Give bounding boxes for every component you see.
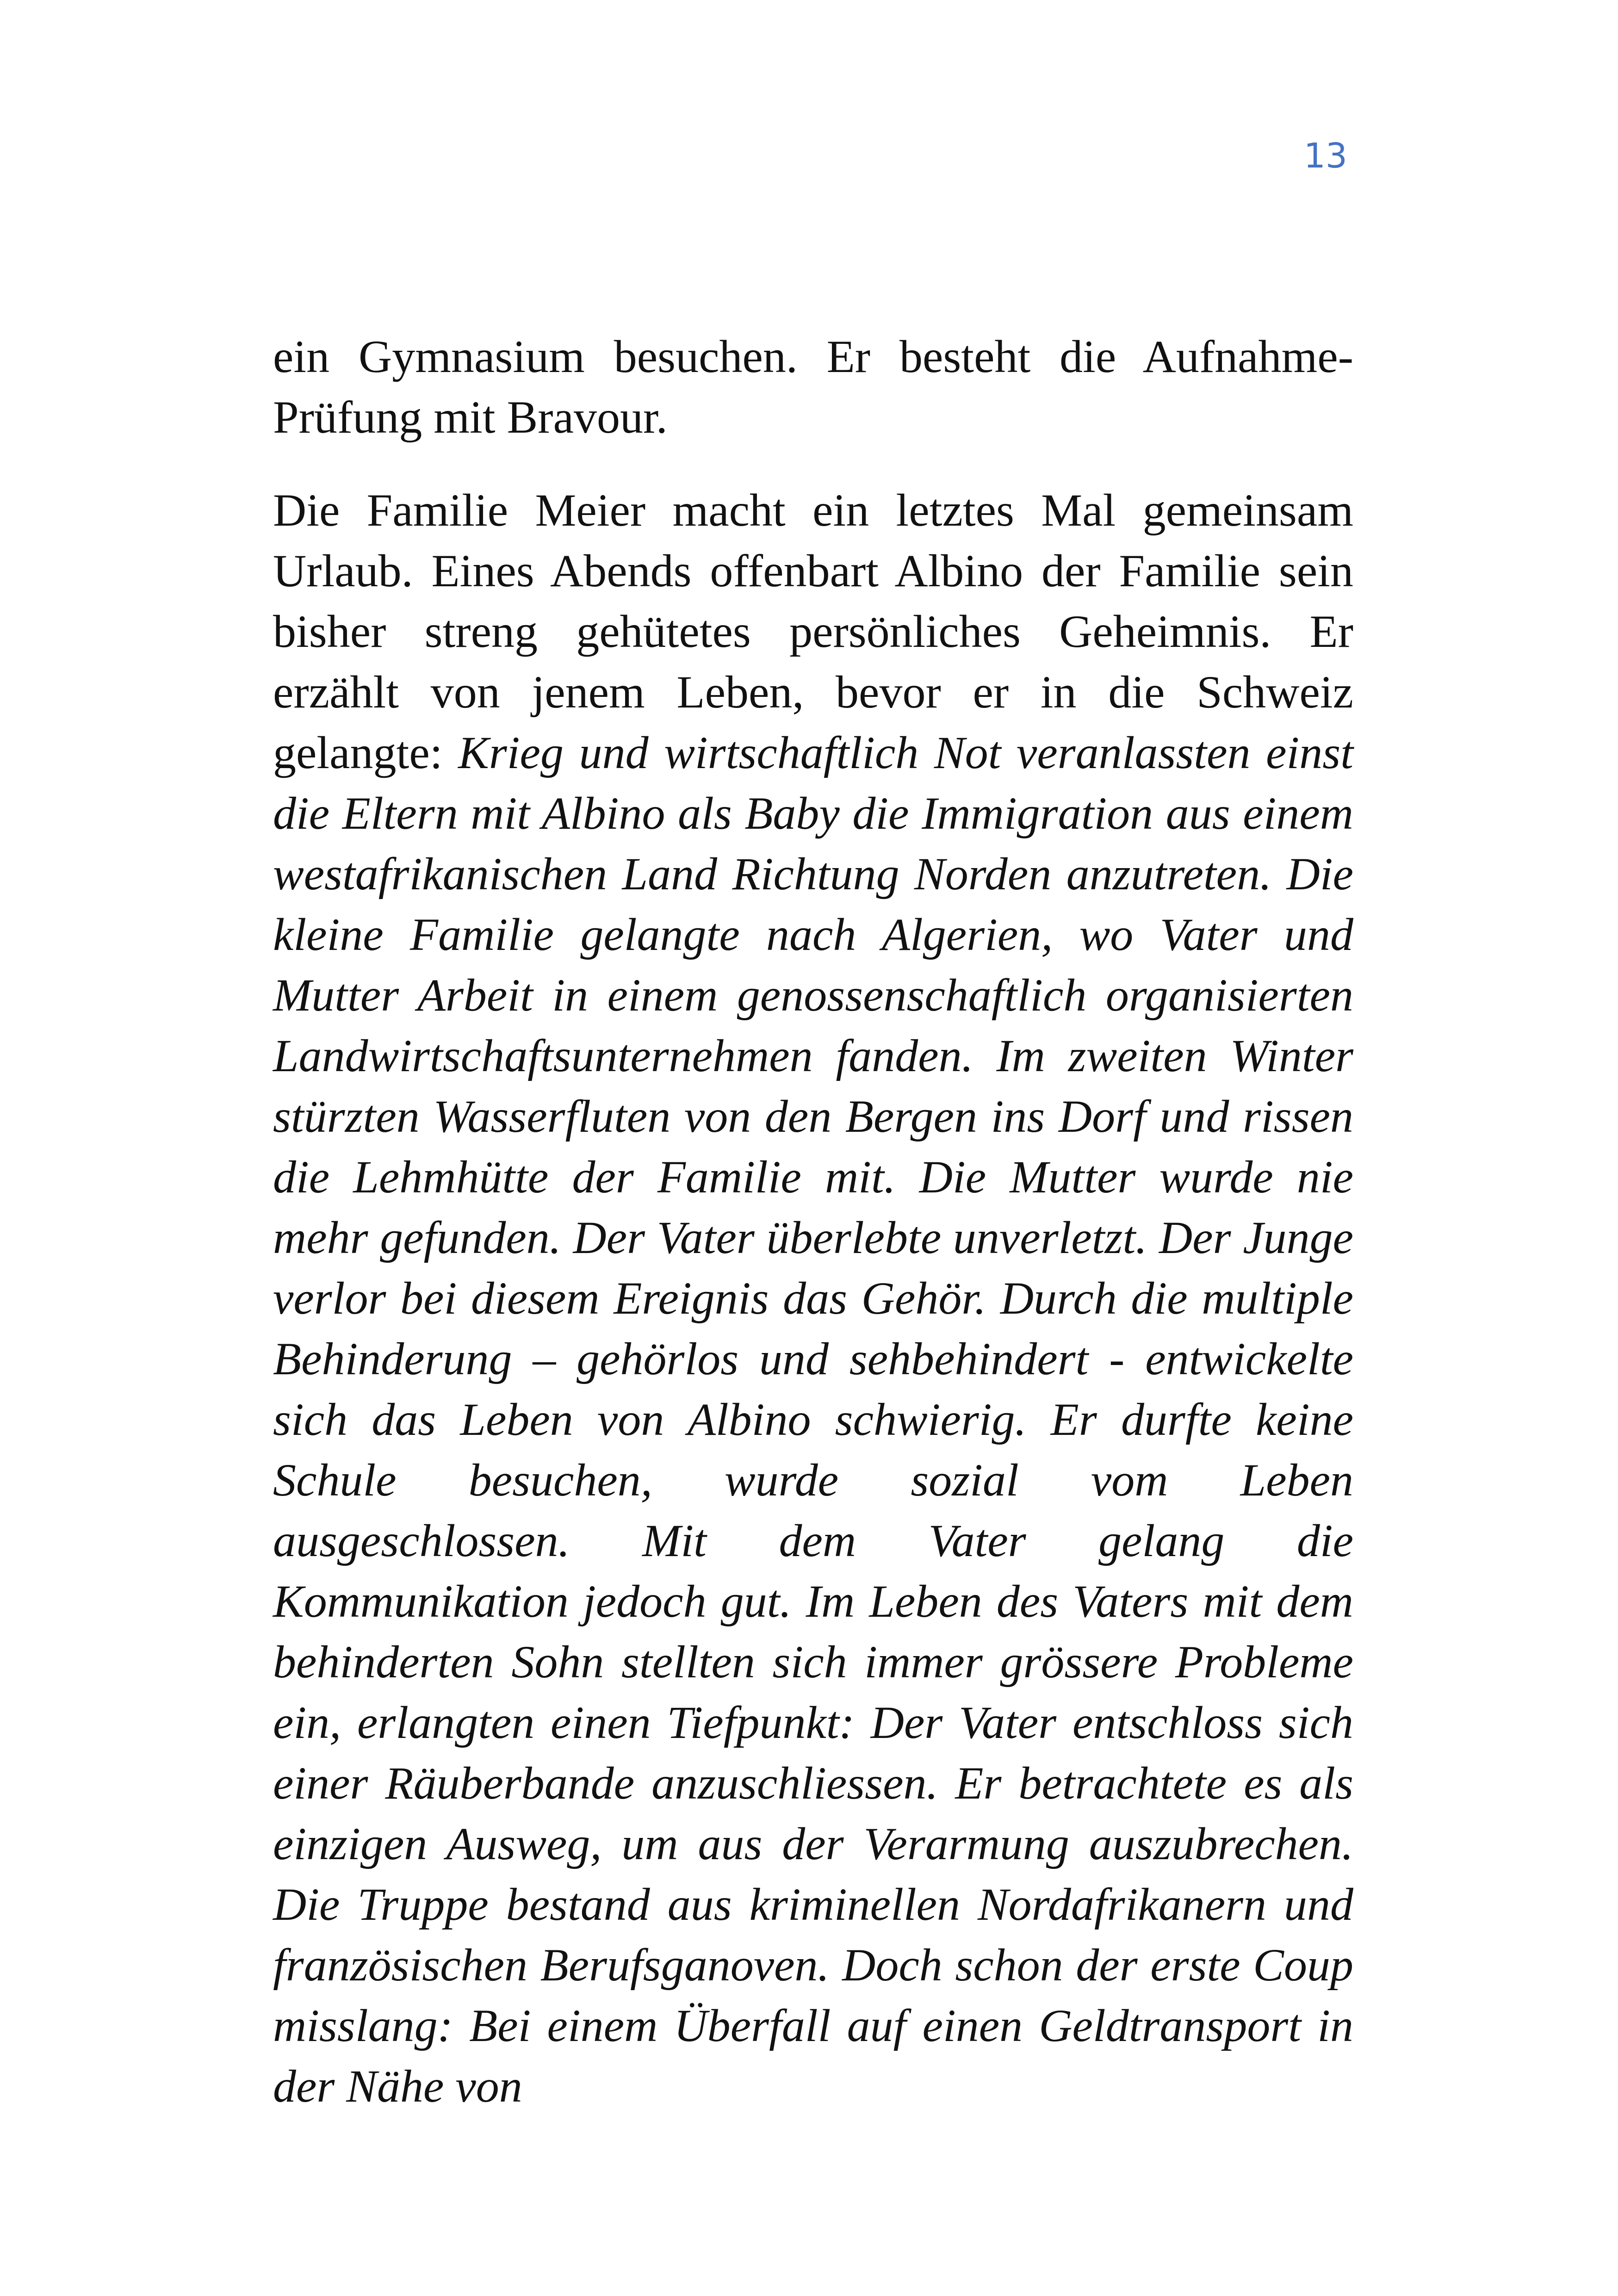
paragraph-1: ein Gymnasium besuchen. Er besteht die Aufnahme-Prüfung mit Bravour. bbox=[273, 331, 1353, 443]
page-number: 13 bbox=[1303, 136, 1347, 176]
paragraph-2-intro: Die Familie Meier macht ein letztes Mal gemeinsam Urlaub. Eines Abends offenbart Albino der Familie sein bisher streng gehütetes persönliches Geheimnis. Er erzählt von jenem Leben, bevor er in die Schweiz gelangte: bbox=[273, 484, 1353, 778]
paragraph-2 bbox=[273, 480, 1353, 2116]
body-text bbox=[273, 326, 1353, 2116]
paragraph-2-italic-story: Krieg und wirtschaftlich Not veranlassten einst die Eltern mit Albino als Baby die Immigration aus einem westafrikanischen Land Richtung Norden anzutreten. Die kleine Familie gelangte nach Algerien, wo Vater und Mutter Arbeit in einem genossenschaftlich organisierten Landwirtschaftsunternehmen fanden. Im zweiten Winter stürzten Wasserfluten von den Bergen ins Dorf und rissen die Lehmhütte der Familie mit. Die Mutter wurde nie mehr gefunden. Der Vater überlebte unverletzt. Der Junge verlor bei diesem Ereignis das Gehör. Durch die multiple Behinderung – gehörlos und sehbehindert - entwickelte sich das Leben von Albino schwierig. Er durfte keine Schule besuchen, wurde sozial vom Leben ausgeschlossen. Mit dem Vater gelang die Kommunikation jedoch gut. Im Leben des Vaters mit dem behinderten Sohn stellten sich immer grössere Probleme ein, erlangten einen Tiefpunkt: Der Vater entschloss sich einer Räuberbande anzuschliessen. Er betrachtete es als einzigen Ausweg, um aus der Verarmung auszubrechen. Die Truppe bestand aus kriminellen Nordafrikanern und französischen Berufsganoven. Doch schon der erste Coup misslang: Bei einem Überfall auf einen Geldtransport in der Nähe von bbox=[273, 727, 1353, 2112]
